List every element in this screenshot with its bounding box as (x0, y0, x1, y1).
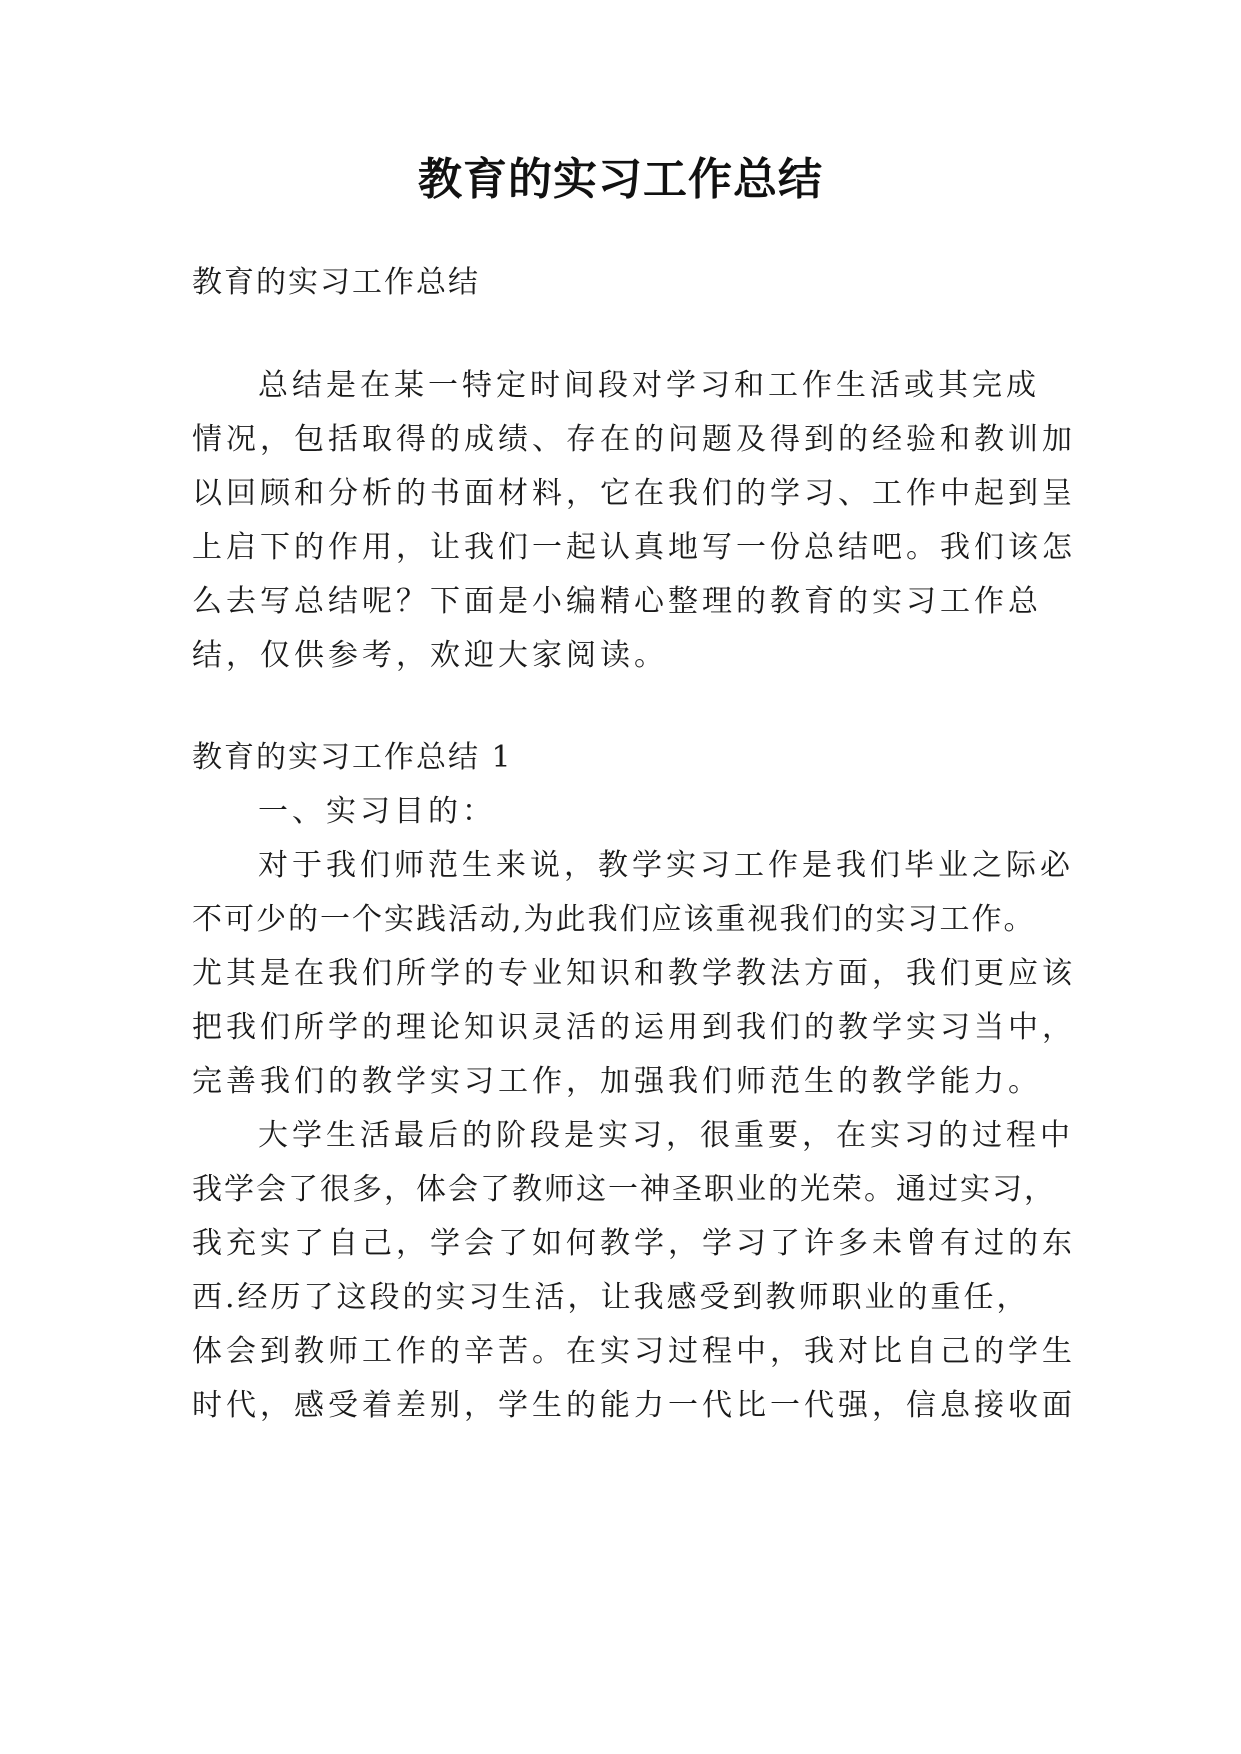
intro-line-2: 情况，包括取得的成绩、存在的问题及得到的经验和教训加 (192, 422, 1076, 457)
intro-line-3: 以回顾和分析的书面材料，它在我们的学习、工作中起到呈 (192, 476, 1076, 511)
intro-line-5: 么去写总结呢？下面是小编精心整理的教育的实习工作总 (192, 584, 1042, 619)
intro-line-6: 结，仅供参考，欢迎大家阅读。 (192, 638, 668, 673)
section-heading: 一、实习目的： (258, 794, 496, 829)
paragraph1-line-1: 对于我们师范生来说，教学实习工作是我们毕业之际必 (258, 848, 1074, 883)
paragraph2-line-2: 我学会了很多，体会了教师这一神圣职业的光荣。通过实习， (192, 1172, 1056, 1207)
paragraph2-line-3: 我充实了自己，学会了如何教学，学习了许多未曾有过的东 (192, 1226, 1076, 1261)
intro-line-4: 上启下的作用，让我们一起认真地写一份总结吧。我们该怎 (192, 530, 1076, 565)
section-title: 教育的实习工作总结 1 (192, 740, 513, 775)
paragraph2-line-5: 体会到教师工作的辛苦。在实习过程中，我对比自己的学生 (192, 1334, 1076, 1369)
document-title: 教育的实习工作总结 (418, 154, 823, 205)
intro-line-1: 总结是在某一特定时间段对学习和工作生活或其完成 (258, 368, 1040, 403)
paragraph2-line-1: 大学生活最后的阶段是实习，很重要，在实习的过程中 (258, 1118, 1074, 1153)
paragraph1-line-3: 尤其是在我们所学的专业知识和教学教法方面，我们更应该 (192, 956, 1076, 991)
paragraph2-line-6: 时代，感受着差别，学生的能力一代比一代强，信息接收面 (192, 1388, 1076, 1423)
paragraph1-line-2: 不可少的一个实践活动,为此我们应该重视我们的实习工作。 (192, 902, 1036, 937)
subtitle-line: 教育的实习工作总结 (192, 265, 480, 300)
paragraph1-line-4: 把我们所学的理论知识灵活的运用到我们的教学实习当中， (192, 1010, 1076, 1045)
paragraph1-line-5: 完善我们的教学实习工作，加强我们师范生的教学能力。 (192, 1064, 1042, 1099)
paragraph2-line-4: 西.经历了这段的实习生活，让我感受到教师职业的重任， (192, 1280, 1030, 1315)
